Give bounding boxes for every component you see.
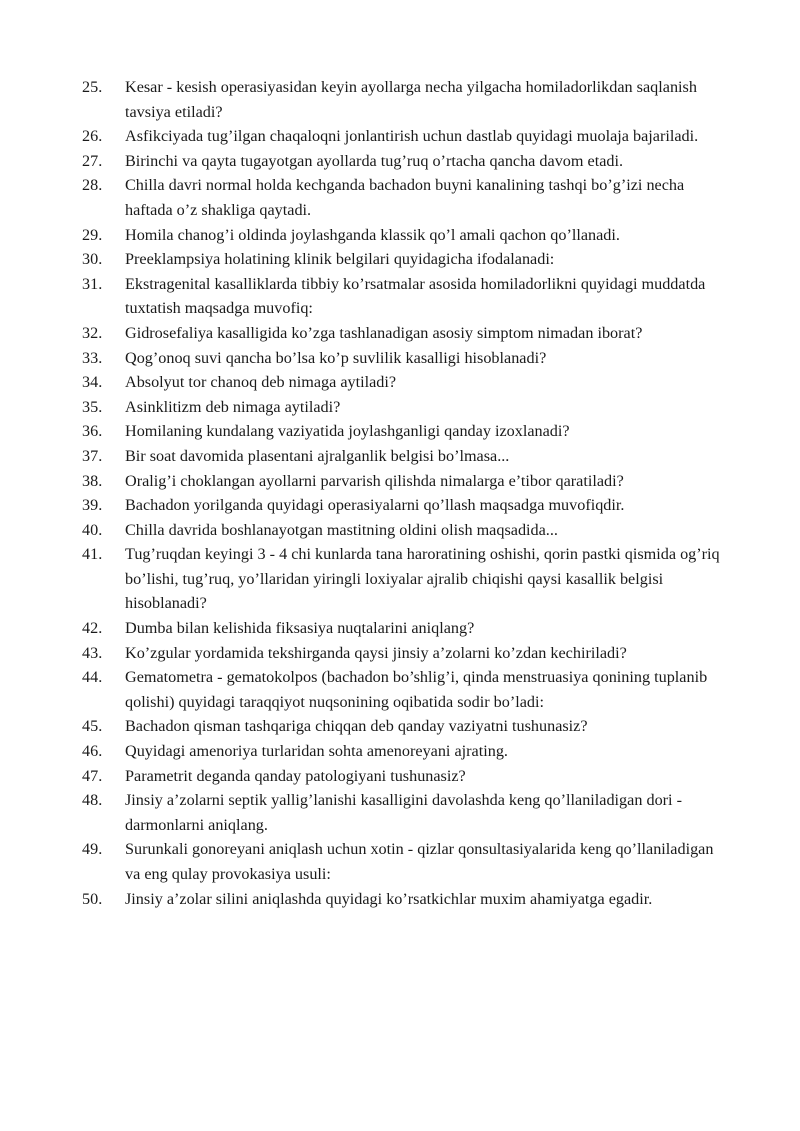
question-text: Gematometra - gematokolpos (bachadon bo’shlig’i, qinda menstruasiya qonining tuplanib qolishi) quyidagi taraqqiyot nuqsonining oqibatida sodir bo’ladi: [125, 668, 708, 711]
question-text: Preeklampsiya holatining klinik belgilari quyidagicha ifodalanadi: [125, 250, 555, 269]
question-item [82, 272, 732, 321]
question-number: 37. [82, 446, 103, 465]
question-number: 39. [82, 496, 103, 515]
question-number: 25. [82, 78, 103, 96]
question-text: Qog’onoq suvi qancha bo’lsa ko’p suvlilik kasalligi hisoblanadi? [125, 348, 547, 367]
question-number: 47. [82, 766, 103, 785]
question-number: 42. [82, 619, 103, 638]
question-item [82, 370, 732, 395]
question-number: 35. [82, 397, 103, 416]
question-item [82, 469, 732, 494]
question-text: Jinsiy a’zolar silini aniqlashda quyidagi ko’rsatkichlar muxim ahamiyatga egadir. [125, 889, 653, 908]
question-item [82, 419, 732, 444]
question-text: Chilla davri normal holda kechganda bachadon buyni kanalining tashqi bo’g’izi necha haftada o’z shakliga qaytadi. [125, 176, 685, 219]
question-number: 32. [82, 323, 103, 342]
question-number: 40. [82, 520, 103, 539]
question-item [82, 714, 732, 739]
question-number: 36. [82, 422, 103, 441]
question-number: 44. [82, 668, 103, 687]
question-number: 46. [82, 742, 103, 761]
question-number: 29. [82, 225, 103, 244]
question-text: Gidrosefaliya kasalligida ko’zga tashlanadigan asosiy simptom nimadan iborat? [125, 323, 643, 342]
question-text: Asfikciyada tug’ilgan chaqaloqni jonlantirish uchun dastlab quyidagi muolaja bajariladi. [125, 127, 699, 146]
question-number: 48. [82, 791, 103, 810]
question-item [82, 321, 732, 346]
question-item [82, 346, 732, 371]
question-number: 31. [82, 274, 103, 293]
question-text: Tug’ruqdan keyingi 3 - 4 chi kunlarda tana haroratining oshishi, qorin pastki qismida og’riq bo’lishi, tug’ruq, yo’llaridan yiringli loxiyalar ajralib chiqishi qaysi kasallik belgisi hisoblanadi? [125, 545, 720, 613]
question-item [82, 665, 732, 714]
question-item [82, 542, 732, 616]
question-text: Dumba bilan kelishida fiksasiya nuqtalarini aniqlang? [125, 619, 475, 638]
question-item [82, 75, 732, 124]
question-item [82, 149, 732, 174]
question-text: Bir soat davomida plasentani ajralganlik belgisi bo’lmasa... [125, 446, 510, 465]
question-text: Jinsiy a’zolarni septik yallig’lanishi kasalligini davolashda keng qo’llaniladigan dori - darmonlarni aniqlang. [125, 791, 682, 834]
question-item [82, 887, 732, 912]
question-number: 33. [82, 348, 103, 367]
question-item [82, 616, 732, 641]
question-item [82, 124, 732, 149]
question-text: Parametrit deganda qanday patologiyani tushunasiz? [125, 766, 466, 785]
question-text: Birinchi va qayta tugayotgan ayollarda tug’ruq o’rtacha qancha davom etadi. [125, 151, 624, 170]
question-text: Ko’zgular yordamida tekshirganda qaysi jinsiy a’zolarni ko’zdan kechiriladi? [125, 643, 627, 662]
question-text: Chilla davrida boshlanayotgan mastitning oldini olish maqsadida... [125, 520, 558, 539]
question-number: 27. [82, 151, 103, 170]
question-number: 41. [82, 545, 103, 564]
question-item [82, 247, 732, 272]
question-item [82, 223, 732, 248]
question-list [82, 75, 732, 911]
question-number: 49. [82, 840, 103, 859]
question-number: 34. [82, 373, 103, 392]
question-item [82, 173, 732, 222]
question-number: 28. [82, 176, 103, 195]
question-item [82, 395, 732, 420]
question-text: Asinklitizm deb nimaga aytiladi? [125, 397, 341, 416]
question-number: 45. [82, 717, 103, 736]
question-item [82, 837, 732, 886]
question-text: Bachadon yorilganda quyidagi operasiyalarni qo’llash maqsadga muvofiqdir. [125, 496, 625, 515]
question-number: 26. [82, 127, 103, 146]
question-text: Absolyut tor chanoq deb nimaga aytiladi? [125, 373, 397, 392]
question-item [82, 641, 732, 666]
question-number: 43. [82, 643, 103, 662]
question-item [82, 444, 732, 469]
question-number: 50. [82, 889, 103, 908]
question-number: 30. [82, 250, 103, 269]
question-text: Homilaning kundalang vaziyatida joylashganligi qanday izoxlanadi? [125, 422, 570, 441]
question-text: Kesar - kesish operasiyasidan keyin ayollarga necha yilgacha homiladorlikdan saqlanish tavsiya etiladi? [125, 78, 697, 121]
question-text: Bachadon qisman tashqariga chiqqan deb qanday vaziyatni tushunasiz? [125, 717, 588, 736]
question-text: Ekstragenital kasalliklarda tibbiy ko’rsatmalar asosida homiladorlikni quyidagi muddatda tuxtatish maqsadga muvofiq: [125, 274, 706, 318]
question-number: 38. [82, 471, 103, 490]
question-text: Quyidagi amenoriya turlaridan sohta amenoreyani ajrating. [125, 742, 508, 761]
question-text: Surunkali gonoreyani aniqlash uchun xotin - qizlar qonsultasiyalarida keng qo’llaniladigan va eng qulay provokasiya usuli: [125, 840, 714, 883]
question-item [82, 493, 732, 518]
question-item [82, 739, 732, 764]
question-text: Oralig’i choklangan ayollarni parvarish qilishda nimalarga e’tibor qaratiladi? [125, 471, 624, 490]
question-text: Homila chanog’i oldinda joylashganda klassik qo’l amali qachon qo’llanadi. [125, 225, 620, 244]
question-item [82, 518, 732, 543]
question-item [82, 788, 732, 837]
question-item [82, 764, 732, 789]
